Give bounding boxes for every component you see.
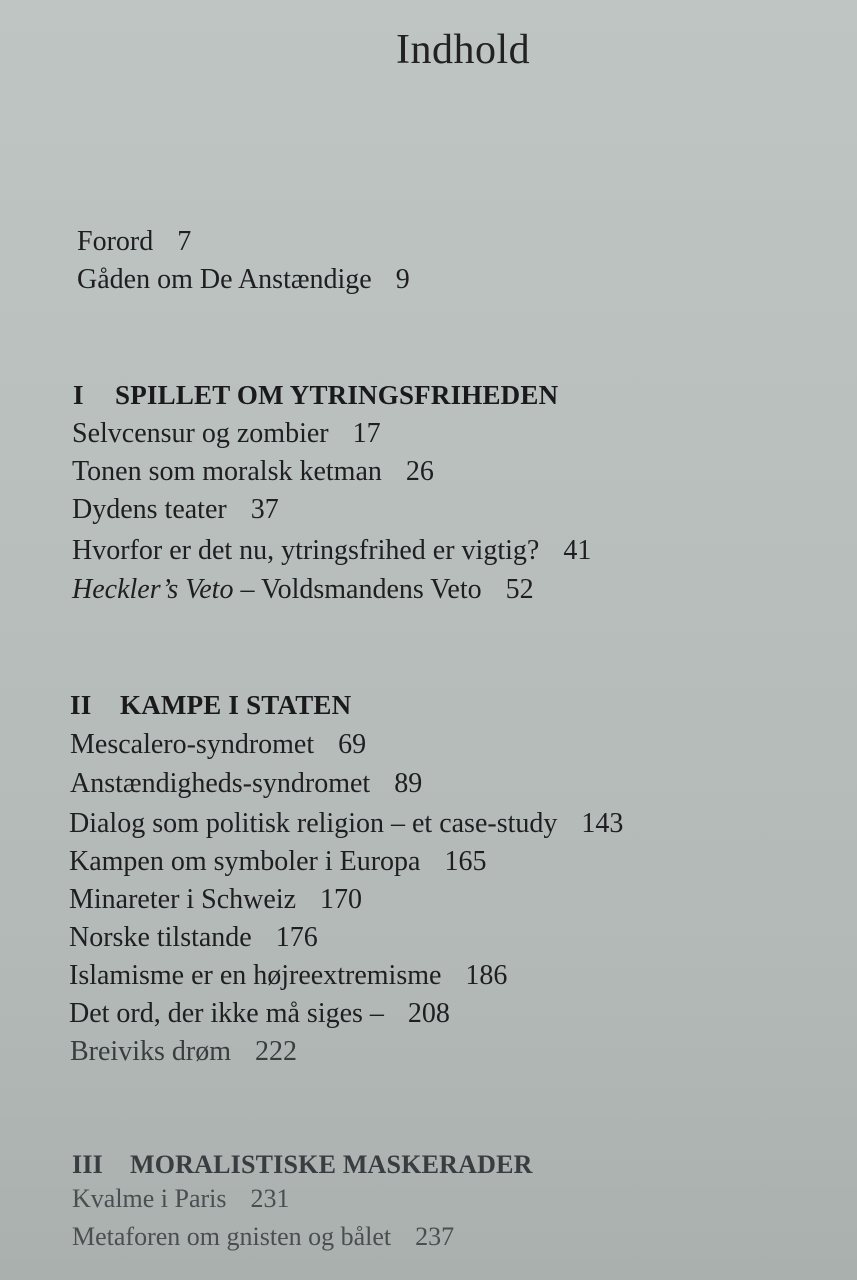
toc-entry <box>69 848 486 876</box>
toc-entry-label: Selvcensur og zombier <box>72 418 329 449</box>
toc-entry-label: Tonen som moralsk ketman <box>72 456 382 487</box>
toc-entry <box>72 576 534 604</box>
part-heading-3 <box>72 1152 533 1178</box>
toc-entry-label-italic: Heckler’s Veto <box>72 574 234 605</box>
toc-entry-page: 222 <box>255 1036 297 1067</box>
toc-entry <box>69 810 623 838</box>
part-title: SPILLET OM YTRINGSFRIHEDEN <box>115 380 559 410</box>
toc-entry-label: Gåden om De Anstændige <box>77 264 372 295</box>
toc-entry-page: 231 <box>250 1184 290 1213</box>
toc-entry <box>72 458 434 486</box>
toc-entry <box>72 496 279 524</box>
toc-entry-label: Hvorfor er det nu, ytringsfrihed er vigtig? <box>72 535 540 566</box>
page-title: Indhold <box>396 27 531 73</box>
toc-entry-label: Dydens teater <box>72 494 227 525</box>
toc-entry-page: 186 <box>465 960 508 991</box>
toc-entry-page: 7 <box>177 226 192 257</box>
toc-entry-label: Anstændigheds-syndromet <box>70 768 371 799</box>
toc-entry-label: Breiviks drøm <box>70 1036 231 1067</box>
toc-entry <box>69 1000 450 1028</box>
toc-entry-page: 165 <box>444 846 487 877</box>
toc-entry-label: Det ord, der ikke må siges – <box>69 998 384 1029</box>
toc-entry-page: 37 <box>250 494 279 525</box>
toc-entry-label: Kvalme i Paris <box>72 1184 227 1213</box>
toc-entry-forord <box>77 228 191 256</box>
toc-entry <box>69 886 362 914</box>
part-numeral: II <box>70 690 92 720</box>
toc-entry-label: – Voldsmandens Veto <box>233 574 482 605</box>
toc-entry-label: Dialog som politisk religion – et case-study <box>69 808 558 839</box>
toc-entry-page: 26 <box>405 456 434 487</box>
part-heading-1 <box>73 382 558 409</box>
toc-entry <box>69 962 507 990</box>
toc-entry-page: 17 <box>352 418 381 449</box>
toc-entry-label: Kampen om symboler i Europa <box>69 846 421 877</box>
toc-entry-label: Minareter i Schweiz <box>69 884 297 915</box>
toc-entry <box>70 770 422 798</box>
part-title: MORALISTISKE MASKERADER <box>130 1150 533 1179</box>
toc-entry-page: 41 <box>563 535 592 566</box>
toc-entry-page: 69 <box>338 729 367 760</box>
toc-entry-gaaden <box>77 266 410 294</box>
toc-entry <box>70 731 366 759</box>
toc-entry-page: 9 <box>395 264 410 295</box>
toc-entry-page: 208 <box>407 998 450 1029</box>
toc-entry-label: Mescalero-syndromet <box>70 729 315 760</box>
toc-entry-label: Norske tilstande <box>69 922 252 953</box>
toc-entry-page: 237 <box>415 1222 455 1251</box>
toc-entry <box>72 420 381 448</box>
toc-entry <box>72 1186 290 1212</box>
toc-entry-label: Forord <box>77 226 154 257</box>
toc-entry-page: 143 <box>581 808 624 839</box>
part-title: KAMPE I STATEN <box>120 690 352 720</box>
toc-entry-label: Metaforen om gnisten og bålet <box>72 1222 392 1251</box>
toc-entry <box>69 924 318 952</box>
part-numeral: III <box>72 1150 103 1179</box>
toc-entry-label: Islamisme er en højreextremisme <box>69 960 442 991</box>
toc-entry <box>72 537 591 565</box>
toc-entry <box>70 1038 297 1066</box>
toc-entry <box>72 1224 454 1250</box>
toc-entry-page: 52 <box>505 574 534 605</box>
toc-entry-page: 89 <box>394 768 423 799</box>
part-heading-2 <box>70 692 351 719</box>
toc-entry-page: 170 <box>320 884 363 915</box>
part-numeral: I <box>73 380 84 410</box>
toc-entry-page: 176 <box>275 922 318 953</box>
